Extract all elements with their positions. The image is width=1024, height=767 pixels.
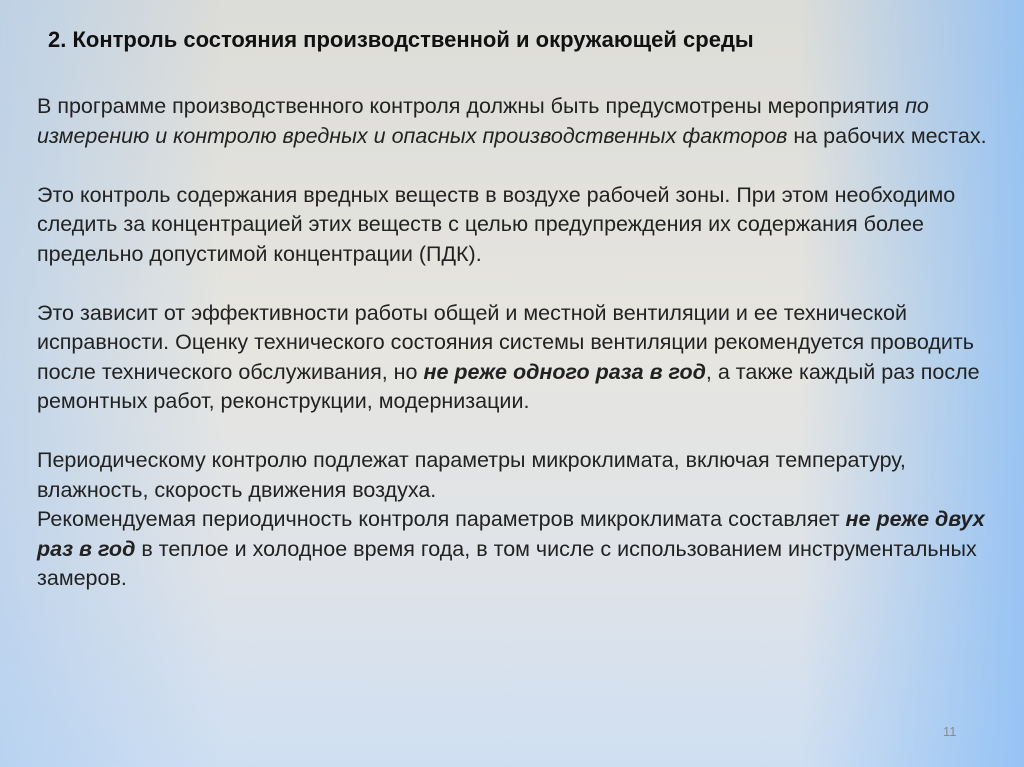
paragraph-ventilation (37, 299, 992, 417)
paragraph-program-italic: по измерению и контролю вредных и опасных производственных факторов (37, 94, 929, 148)
paragraph-periodicity-text-2: в теплое и холодное время года, в том числе с использованием инструментальных замеров. (37, 536, 977, 590)
paragraph-ventilation-text-2: , а также каждый раз после ремонтных работ, реконструкции, модернизации. (37, 359, 980, 413)
slide-title: 2. Контроль состояния производственной и окружающей среды (48, 27, 754, 52)
paragraph-program (37, 92, 992, 151)
paragraph-program-text-2: на рабочих местах. (787, 123, 987, 148)
paragraph-periodicity-emphasis: не реже двух раз в год (37, 507, 985, 561)
paragraph-ventilation-text-1: Это зависит от эффективности работы общей и местной вентиляции и ее технической исправности. Оценку технического состояния системы вентиляции рекомендуется проводить после технического обслуживания, но (37, 300, 974, 384)
paragraph-periodicity-text-1: Рекомендуемая периодичность контроля параметров микроклимата составляет (37, 507, 846, 531)
paragraph-ventilation-emphasis: не реже одного раза в год (423, 359, 706, 384)
slide-body (37, 92, 992, 594)
paragraph-microclimate: Периодическому контролю подлежат параметры микроклимата, включая температуру, влажность, скорость движения воздуха. (37, 448, 906, 502)
paragraph-air-control: Это контроль содержания вредных веществ в воздухе рабочей зоны. При этом необходимо следить за концентрацией этих веществ с целью предупреждения их содержания более предельно допустимой концентрации (ПДК). (37, 182, 956, 266)
paragraph-periodicity (37, 505, 992, 594)
paragraph-program-text-1: В программе производственного контроля должны быть предусмотрены мероприятия (37, 94, 906, 118)
page-number: 11 (943, 724, 957, 739)
